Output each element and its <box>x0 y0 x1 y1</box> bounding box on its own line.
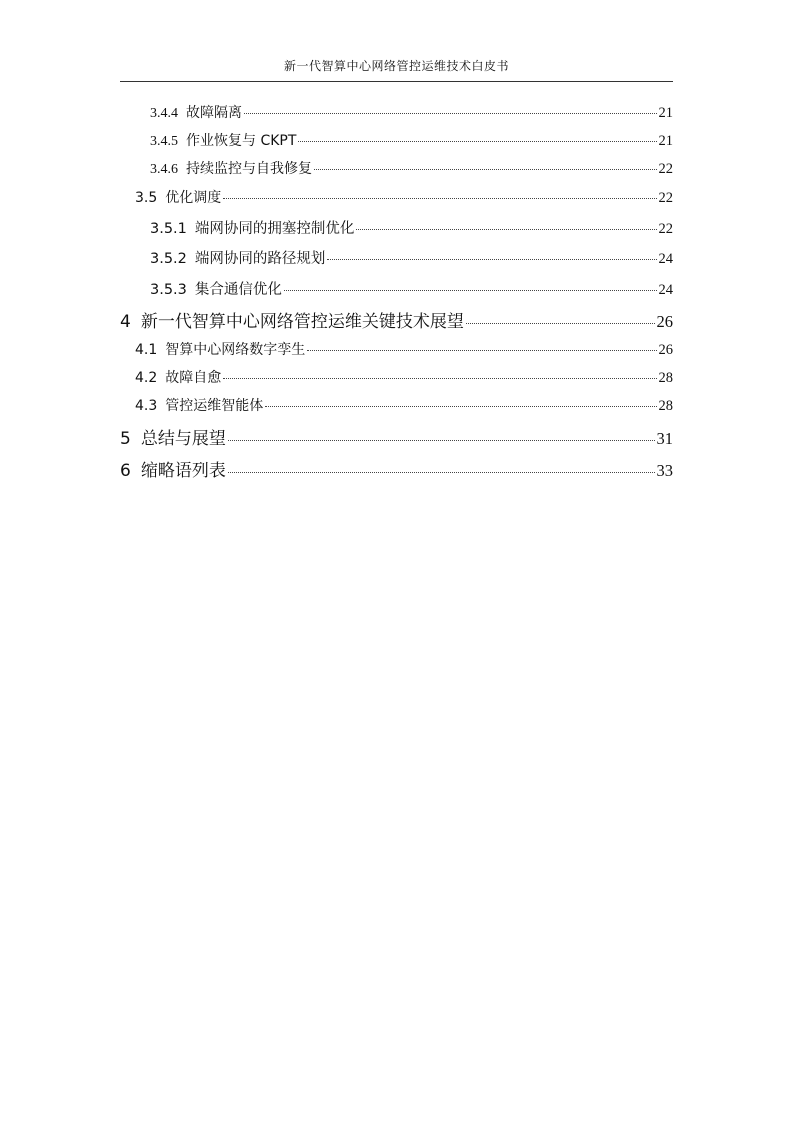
toc-entry-number: 3.4.4 <box>150 106 178 121</box>
toc-entry-3-5-3[interactable] <box>150 278 673 299</box>
toc-entry-number: 4 <box>120 312 131 332</box>
toc-entry-number: 4.1 <box>135 342 158 358</box>
toc-entry-number: 3.5.1 <box>150 221 187 237</box>
toc-dot-leader <box>228 440 655 441</box>
toc-entry-page: 24 <box>658 251 673 267</box>
toc-entry-number: 4.3 <box>135 398 158 414</box>
toc-entry-title: 故障自愈 <box>165 370 222 386</box>
toc-entry-title: 故障隔离 <box>186 105 242 121</box>
toc-entry-page: 21 <box>658 105 673 121</box>
toc-entry-3-4-6[interactable] <box>150 158 673 178</box>
toc-entry-page: 26 <box>658 342 673 358</box>
toc-entry-title: 集合通信优化 <box>194 282 282 298</box>
toc-dot-leader <box>223 378 656 379</box>
toc-dot-leader <box>244 113 657 114</box>
toc-entry-6[interactable] <box>120 456 673 481</box>
header-divider <box>120 81 673 82</box>
toc-entry-number: 4.2 <box>135 370 158 386</box>
toc-entry-title: 端网协同的拥塞控制优化 <box>194 221 355 237</box>
toc-entry-number: 3.4.5 <box>150 134 178 149</box>
toc-dot-leader <box>223 198 656 199</box>
toc-entry-4-2[interactable] <box>135 367 673 387</box>
toc-entry-page: 33 <box>656 461 673 480</box>
toc-entry-page: 22 <box>658 161 673 177</box>
toc-entry-number: 3.5.2 <box>150 251 187 267</box>
toc-dot-leader <box>228 472 655 473</box>
toc-dot-leader <box>466 323 655 324</box>
toc-entry-title: 持续监控与自我修复 <box>186 161 312 177</box>
toc-entry-page: 22 <box>658 190 673 206</box>
toc-entry-page: 31 <box>656 429 673 448</box>
page-header-title: 新一代智算中心网络管控运维技术白皮书 <box>283 59 509 73</box>
toc-entry-page: 21 <box>658 133 673 149</box>
toc-entry-5[interactable] <box>120 424 673 449</box>
toc-entry-3-4-4[interactable] <box>150 102 673 122</box>
toc-entry-page: 28 <box>658 370 673 386</box>
toc-entry-page: 24 <box>658 282 673 298</box>
toc-entry-3-5[interactable] <box>135 187 673 207</box>
toc-entry-number: 6 <box>120 461 131 481</box>
toc-entry-number: 3.5 <box>135 190 158 206</box>
toc-entry-page: 26 <box>656 312 673 331</box>
toc-entry-title: 智算中心网络数字孪生 <box>165 342 306 358</box>
toc-entry-4-1[interactable] <box>135 339 673 359</box>
toc-entry-4[interactable] <box>120 307 673 332</box>
toc-entry-page: 28 <box>658 398 673 414</box>
toc-dot-leader <box>265 406 656 407</box>
toc-entry-title: 新一代智算中心网络管控运维关键技术展望 <box>140 312 464 332</box>
toc-entry-title: 管控运维智能体 <box>165 398 264 414</box>
toc-dot-leader <box>284 290 657 291</box>
toc-dot-leader <box>307 350 656 351</box>
toc-entry-3-5-1[interactable] <box>150 217 673 238</box>
toc-entry-title: 总结与展望 <box>140 429 226 449</box>
toc-entry-3-4-5[interactable] <box>150 130 673 150</box>
toc-dot-leader <box>298 141 656 142</box>
toc-entry-title: 优化调度 <box>165 190 222 206</box>
toc-entry-title: 端网协同的路径规划 <box>194 251 326 267</box>
toc-dot-leader <box>356 229 656 230</box>
toc-entry-3-5-2[interactable] <box>150 247 673 268</box>
toc-dot-leader <box>314 169 657 170</box>
toc-entry-number: 5 <box>120 429 131 449</box>
toc-entry-title: 作业恢复与 CKPT <box>186 133 297 149</box>
toc-entry-4-3[interactable] <box>135 395 673 415</box>
toc-entry-number: 3.4.6 <box>150 162 178 177</box>
toc-entry-title: 缩略语列表 <box>140 461 226 481</box>
toc-entry-number: 3.5.3 <box>150 282 187 298</box>
toc-entry-page: 22 <box>658 221 673 237</box>
toc-dot-leader <box>327 259 656 260</box>
